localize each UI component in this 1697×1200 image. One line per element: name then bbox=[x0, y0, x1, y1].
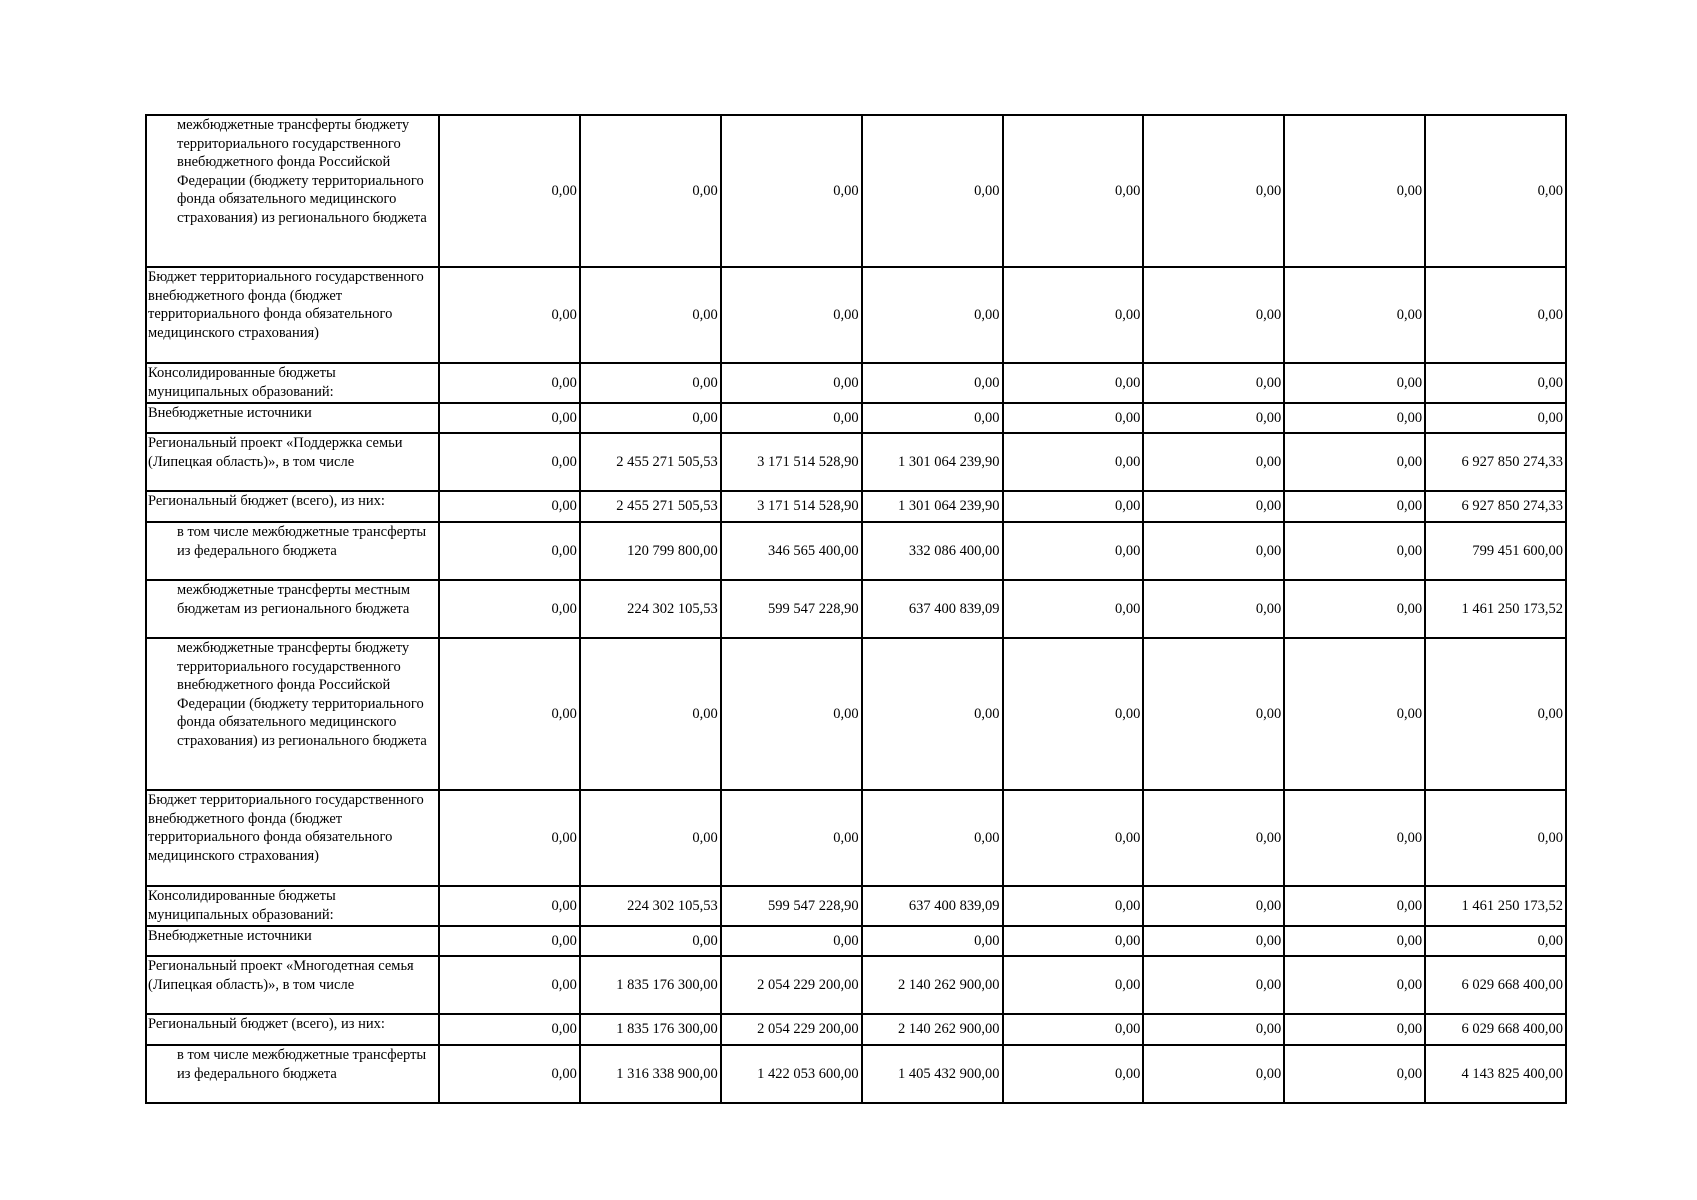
value-cell: 0,00 bbox=[1143, 491, 1284, 522]
value-cell: 0,00 bbox=[862, 267, 1003, 363]
value-cell: 0,00 bbox=[1143, 956, 1284, 1014]
value-cell: 1 835 176 300,00 bbox=[580, 956, 721, 1014]
value-cell: 3 171 514 528,90 bbox=[721, 433, 862, 491]
table-row bbox=[146, 403, 1566, 433]
table-row bbox=[146, 115, 1566, 267]
value-cell: 0,00 bbox=[1143, 790, 1284, 886]
row-label: Региональный бюджет (всего), из них: bbox=[146, 1014, 439, 1045]
row-label: межбюджетные трансферты бюджету территориального государственного внебюджетного фонда Российской Федерации (бюджету территориального фонда обязательного медицинского страхования) из регионального бюджета bbox=[146, 638, 439, 790]
table-row bbox=[146, 363, 1566, 403]
value-cell: 0,00 bbox=[1284, 433, 1425, 491]
value-cell: 332 086 400,00 bbox=[862, 522, 1003, 580]
table-row bbox=[146, 790, 1566, 886]
value-cell: 1 461 250 173,52 bbox=[1425, 886, 1566, 926]
value-cell: 0,00 bbox=[1143, 580, 1284, 638]
value-cell: 0,00 bbox=[721, 403, 862, 433]
value-cell: 0,00 bbox=[1003, 522, 1144, 580]
value-cell: 0,00 bbox=[1143, 926, 1284, 956]
value-cell: 4 143 825 400,00 bbox=[1425, 1045, 1566, 1103]
value-cell: 0,00 bbox=[1284, 886, 1425, 926]
value-cell: 0,00 bbox=[1143, 115, 1284, 267]
value-cell: 6 927 850 274,33 bbox=[1425, 491, 1566, 522]
value-cell: 6 029 668 400,00 bbox=[1425, 956, 1566, 1014]
budget-table-body bbox=[146, 115, 1566, 1103]
value-cell: 0,00 bbox=[721, 115, 862, 267]
value-cell: 0,00 bbox=[439, 403, 580, 433]
value-cell: 799 451 600,00 bbox=[1425, 522, 1566, 580]
value-cell: 0,00 bbox=[1143, 638, 1284, 790]
value-cell: 0,00 bbox=[1425, 267, 1566, 363]
row-label: межбюджетные трансферты бюджету территориального государственного внебюджетного фонда Российской Федерации (бюджету территориального фонда обязательного медицинского страхования) из регионального бюджета bbox=[146, 115, 439, 267]
value-cell: 346 565 400,00 bbox=[721, 522, 862, 580]
value-cell: 0,00 bbox=[439, 956, 580, 1014]
row-label: Региональный проект «Многодетная семья (Липецкая область)», в том числе bbox=[146, 956, 439, 1014]
value-cell: 0,00 bbox=[1284, 956, 1425, 1014]
value-cell: 2 455 271 505,53 bbox=[580, 433, 721, 491]
value-cell: 2 054 229 200,00 bbox=[721, 1014, 862, 1045]
value-cell: 0,00 bbox=[1284, 638, 1425, 790]
value-cell: 599 547 228,90 bbox=[721, 886, 862, 926]
value-cell: 0,00 bbox=[1143, 1014, 1284, 1045]
value-cell: 6 927 850 274,33 bbox=[1425, 433, 1566, 491]
value-cell: 1 301 064 239,90 bbox=[862, 491, 1003, 522]
row-label: Консолидированные бюджеты муниципальных образований: bbox=[146, 363, 439, 403]
value-cell: 0,00 bbox=[1425, 403, 1566, 433]
value-cell: 224 302 105,53 bbox=[580, 886, 721, 926]
table-row bbox=[146, 433, 1566, 491]
value-cell: 0,00 bbox=[439, 638, 580, 790]
value-cell: 0,00 bbox=[1425, 926, 1566, 956]
value-cell: 0,00 bbox=[439, 363, 580, 403]
row-label: межбюджетные трансферты местным бюджетам из регионального бюджета bbox=[146, 580, 439, 638]
value-cell: 3 171 514 528,90 bbox=[721, 491, 862, 522]
value-cell: 0,00 bbox=[1284, 580, 1425, 638]
value-cell: 0,00 bbox=[862, 363, 1003, 403]
value-cell: 0,00 bbox=[439, 522, 580, 580]
value-cell: 1 301 064 239,90 bbox=[862, 433, 1003, 491]
row-label: Внебюджетные источники bbox=[146, 926, 439, 956]
value-cell: 2 140 262 900,00 bbox=[862, 956, 1003, 1014]
value-cell: 0,00 bbox=[1003, 433, 1144, 491]
value-cell: 2 455 271 505,53 bbox=[580, 491, 721, 522]
row-label: Бюджет территориального государственного внебюджетного фонда (бюджет территориального фонда обязательного медицинского страхования) bbox=[146, 790, 439, 886]
value-cell: 0,00 bbox=[1003, 267, 1144, 363]
value-cell: 0,00 bbox=[580, 926, 721, 956]
value-cell: 0,00 bbox=[1003, 638, 1144, 790]
value-cell: 0,00 bbox=[1284, 267, 1425, 363]
value-cell: 0,00 bbox=[862, 403, 1003, 433]
value-cell: 0,00 bbox=[439, 491, 580, 522]
value-cell: 0,00 bbox=[1003, 580, 1144, 638]
value-cell: 0,00 bbox=[721, 363, 862, 403]
value-cell: 0,00 bbox=[721, 267, 862, 363]
row-label: Консолидированные бюджеты муниципальных образований: bbox=[146, 886, 439, 926]
value-cell: 0,00 bbox=[862, 926, 1003, 956]
value-cell: 0,00 bbox=[580, 790, 721, 886]
value-cell: 2 140 262 900,00 bbox=[862, 1014, 1003, 1045]
value-cell: 0,00 bbox=[1003, 886, 1144, 926]
row-label: Региональный бюджет (всего), из них: bbox=[146, 491, 439, 522]
value-cell: 0,00 bbox=[1425, 790, 1566, 886]
value-cell: 0,00 bbox=[439, 580, 580, 638]
table-row bbox=[146, 491, 1566, 522]
value-cell: 0,00 bbox=[1143, 522, 1284, 580]
value-cell: 1 835 176 300,00 bbox=[580, 1014, 721, 1045]
row-label: Региональный проект «Поддержка семьи (Липецкая область)», в том числе bbox=[146, 433, 439, 491]
value-cell: 599 547 228,90 bbox=[721, 580, 862, 638]
value-cell: 0,00 bbox=[580, 403, 721, 433]
value-cell: 0,00 bbox=[1284, 1014, 1425, 1045]
value-cell: 0,00 bbox=[1003, 926, 1144, 956]
value-cell: 0,00 bbox=[580, 267, 721, 363]
value-cell: 0,00 bbox=[1284, 1045, 1425, 1103]
row-label: в том числе межбюджетные трансферты из федерального бюджета bbox=[146, 522, 439, 580]
value-cell: 0,00 bbox=[1003, 115, 1144, 267]
value-cell: 120 799 800,00 bbox=[580, 522, 721, 580]
value-cell: 0,00 bbox=[721, 926, 862, 956]
value-cell: 0,00 bbox=[439, 267, 580, 363]
row-label: в том числе межбюджетные трансферты из федерального бюджета bbox=[146, 1045, 439, 1103]
table-row bbox=[146, 926, 1566, 956]
budget-table bbox=[145, 114, 1567, 1104]
value-cell: 224 302 105,53 bbox=[580, 580, 721, 638]
value-cell: 0,00 bbox=[862, 790, 1003, 886]
value-cell: 0,00 bbox=[1003, 1045, 1144, 1103]
value-cell: 0,00 bbox=[1425, 363, 1566, 403]
value-cell: 0,00 bbox=[1284, 115, 1425, 267]
value-cell: 0,00 bbox=[1003, 403, 1144, 433]
table-row bbox=[146, 1045, 1566, 1103]
value-cell: 0,00 bbox=[1284, 491, 1425, 522]
value-cell: 2 054 229 200,00 bbox=[721, 956, 862, 1014]
value-cell: 1 316 338 900,00 bbox=[580, 1045, 721, 1103]
value-cell: 0,00 bbox=[1143, 403, 1284, 433]
value-cell: 0,00 bbox=[1003, 956, 1144, 1014]
value-cell: 0,00 bbox=[1143, 1045, 1284, 1103]
table-row bbox=[146, 886, 1566, 926]
value-cell: 0,00 bbox=[580, 115, 721, 267]
value-cell: 0,00 bbox=[1003, 790, 1144, 886]
value-cell: 0,00 bbox=[1425, 115, 1566, 267]
row-label: Бюджет территориального государственного внебюджетного фонда (бюджет территориального фонда обязательного медицинского страхования) bbox=[146, 267, 439, 363]
value-cell: 0,00 bbox=[1425, 638, 1566, 790]
value-cell: 0,00 bbox=[1003, 1014, 1144, 1045]
value-cell: 0,00 bbox=[1003, 363, 1144, 403]
value-cell: 0,00 bbox=[1284, 522, 1425, 580]
value-cell: 0,00 bbox=[439, 115, 580, 267]
row-label: Внебюджетные источники bbox=[146, 403, 439, 433]
value-cell: 0,00 bbox=[439, 433, 580, 491]
value-cell: 0,00 bbox=[721, 790, 862, 886]
table-row bbox=[146, 956, 1566, 1014]
value-cell: 1 461 250 173,52 bbox=[1425, 580, 1566, 638]
value-cell: 0,00 bbox=[580, 638, 721, 790]
table-row bbox=[146, 638, 1566, 790]
value-cell: 0,00 bbox=[862, 638, 1003, 790]
table-row bbox=[146, 267, 1566, 363]
value-cell: 0,00 bbox=[439, 886, 580, 926]
value-cell: 0,00 bbox=[580, 363, 721, 403]
value-cell: 637 400 839,09 bbox=[862, 886, 1003, 926]
value-cell: 0,00 bbox=[439, 926, 580, 956]
value-cell: 0,00 bbox=[1284, 926, 1425, 956]
value-cell: 6 029 668 400,00 bbox=[1425, 1014, 1566, 1045]
value-cell: 0,00 bbox=[439, 790, 580, 886]
value-cell: 0,00 bbox=[1143, 267, 1284, 363]
value-cell: 0,00 bbox=[439, 1045, 580, 1103]
table-row bbox=[146, 1014, 1566, 1045]
value-cell: 0,00 bbox=[721, 638, 862, 790]
value-cell: 0,00 bbox=[1143, 433, 1284, 491]
value-cell: 0,00 bbox=[439, 1014, 580, 1045]
value-cell: 0,00 bbox=[862, 115, 1003, 267]
value-cell: 637 400 839,09 bbox=[862, 580, 1003, 638]
value-cell: 0,00 bbox=[1284, 790, 1425, 886]
value-cell: 0,00 bbox=[1003, 491, 1144, 522]
value-cell: 1 405 432 900,00 bbox=[862, 1045, 1003, 1103]
table-row bbox=[146, 522, 1566, 580]
value-cell: 0,00 bbox=[1143, 886, 1284, 926]
value-cell: 0,00 bbox=[1284, 403, 1425, 433]
value-cell: 0,00 bbox=[1284, 363, 1425, 403]
value-cell: 0,00 bbox=[1143, 363, 1284, 403]
value-cell: 1 422 053 600,00 bbox=[721, 1045, 862, 1103]
table-row bbox=[146, 580, 1566, 638]
